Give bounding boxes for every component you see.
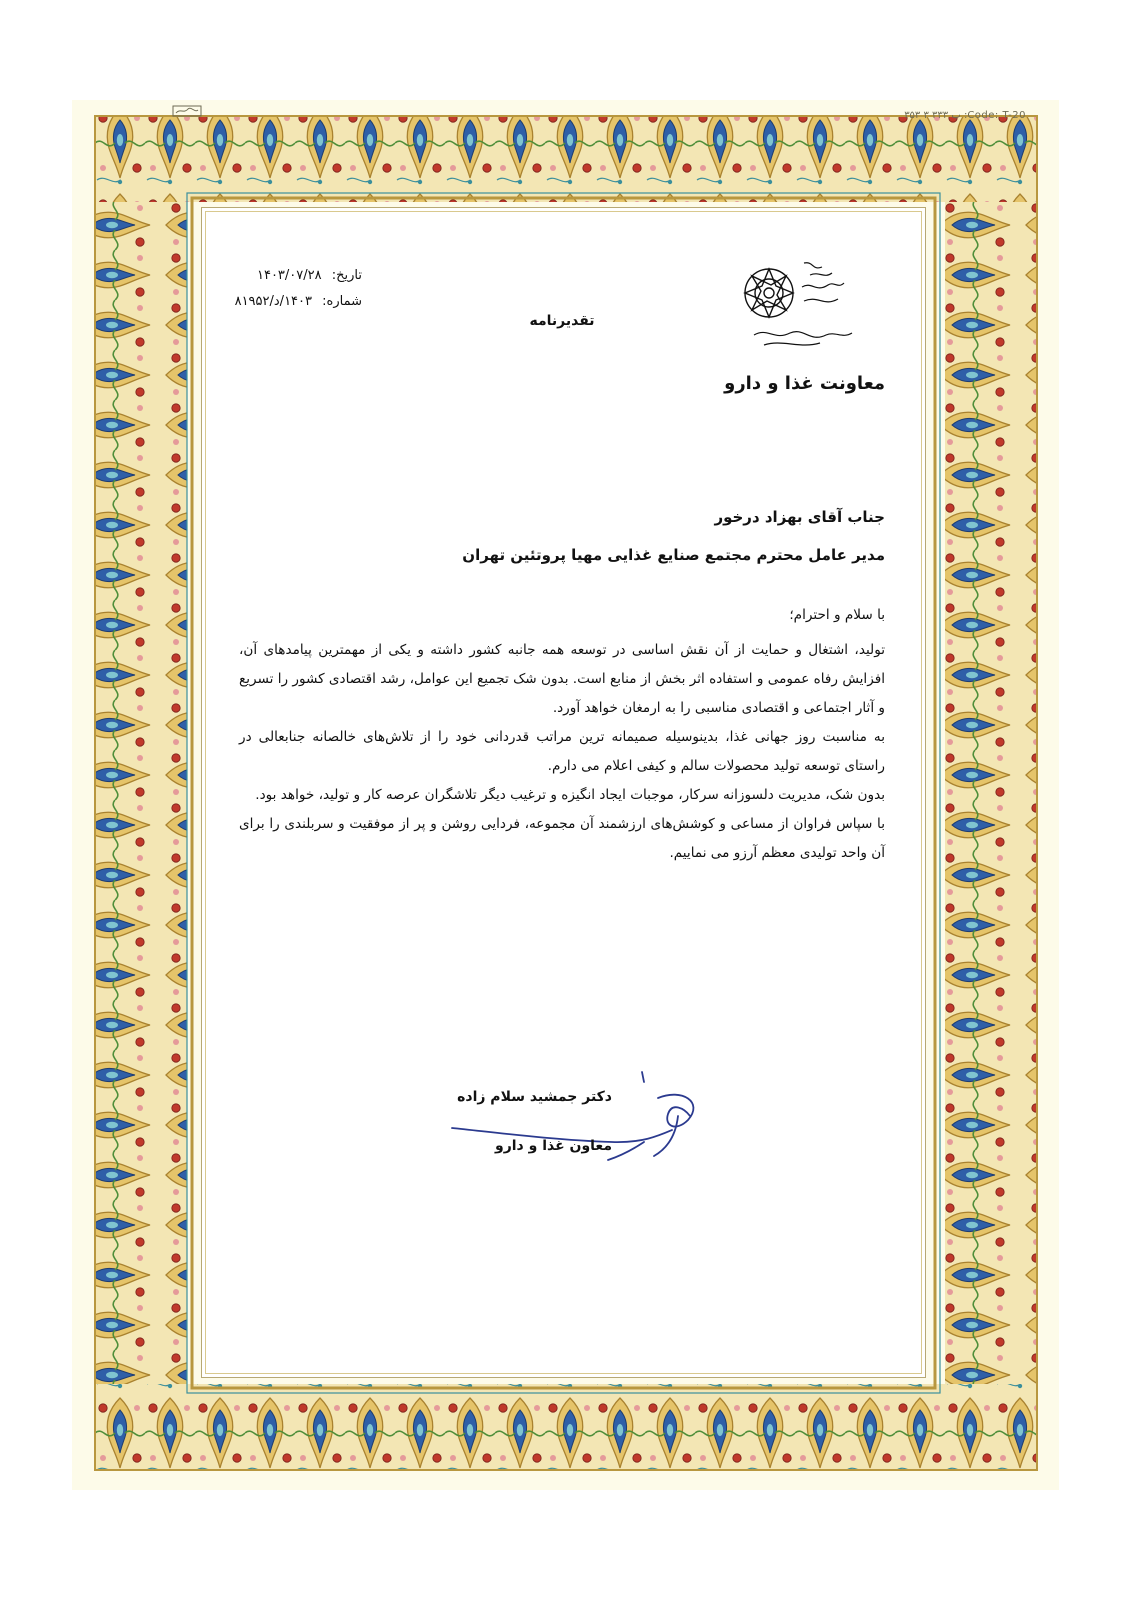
- letter-meta: [222, 263, 362, 315]
- document-title: تقدیرنامه: [529, 313, 595, 329]
- addressee-position: مدیر عامل محترم مجتمع صنایع غذایی مهیا پروتئین تهران: [462, 546, 885, 564]
- signatory-name: دکتر جمشید سلام زاده: [457, 1089, 612, 1105]
- letter-body: [239, 601, 885, 868]
- greeting: با سلام و احترام؛: [789, 607, 885, 623]
- date-label: تاریخ:: [331, 268, 362, 283]
- signature-block: [442, 1082, 612, 1154]
- printer-mark-icon: [172, 104, 202, 118]
- date-row: [222, 263, 362, 289]
- addressee-name: جناب آقای بهزاد درخور: [714, 508, 885, 526]
- signatory-title: معاون غذا و دارو: [495, 1138, 612, 1154]
- university-logo: [734, 253, 864, 363]
- department-heading: معاونت غذا و دارو: [724, 373, 885, 394]
- date-value: ۱۴۰۳/۰۷/۲۸: [256, 268, 322, 283]
- addressee-block: [285, 498, 885, 574]
- letter-paper: [201, 207, 926, 1378]
- body-paragraph: به مناسبت روز جهانی غذا، بدینوسیله صمیمانه ترین مراتب قدردانی خود را از تلاش‌های خالصانه جنابعالی در راستای توسعه تولید محصولات سالم و کیفی اعلام می دارم.: [239, 729, 885, 774]
- document-scan: [72, 100, 1059, 1490]
- form-code-label: ۳۵۳ پ ۳۳۳ ۳ :Code: T-20: [904, 110, 1026, 121]
- number-value: ۱۴۰۳/د/۸۱۹۵۲: [234, 294, 313, 309]
- number-row: [222, 289, 362, 315]
- number-label: شماره:: [322, 294, 362, 309]
- body-paragraph: بدون شک، مدیریت دلسوزانه سرکار، موجبات ایجاد انگیزه و ترغیب دیگر تلاشگران عرصه کار و تولید، خواهد بود.: [255, 787, 885, 803]
- body-paragraph: با سپاس فراوان از مساعی و کوشش‌های ارزشمند آن مجموعه، فردایی روشن و پر از موفقیت و سربلندی را برای آن واحد تولیدی معظم آرزو می نماییم.: [239, 816, 885, 861]
- body-paragraph: تولید، اشتغال و حمایت از آن نقش اساسی در توسعه همه جانبه کشور داشته و یکی از مهمترین پیامدهای آن، افزایش رفاه عمومی و استفاده اثر بخش از منابع است. بدون شک تجمیع این عوامل، رشد اقتصادی کشور را تسریع و آثار اجتماعی و اقتصادی مناسبی را به ارمغان خواهد آورد.: [238, 642, 885, 716]
- handwritten-signature: [432, 1058, 712, 1178]
